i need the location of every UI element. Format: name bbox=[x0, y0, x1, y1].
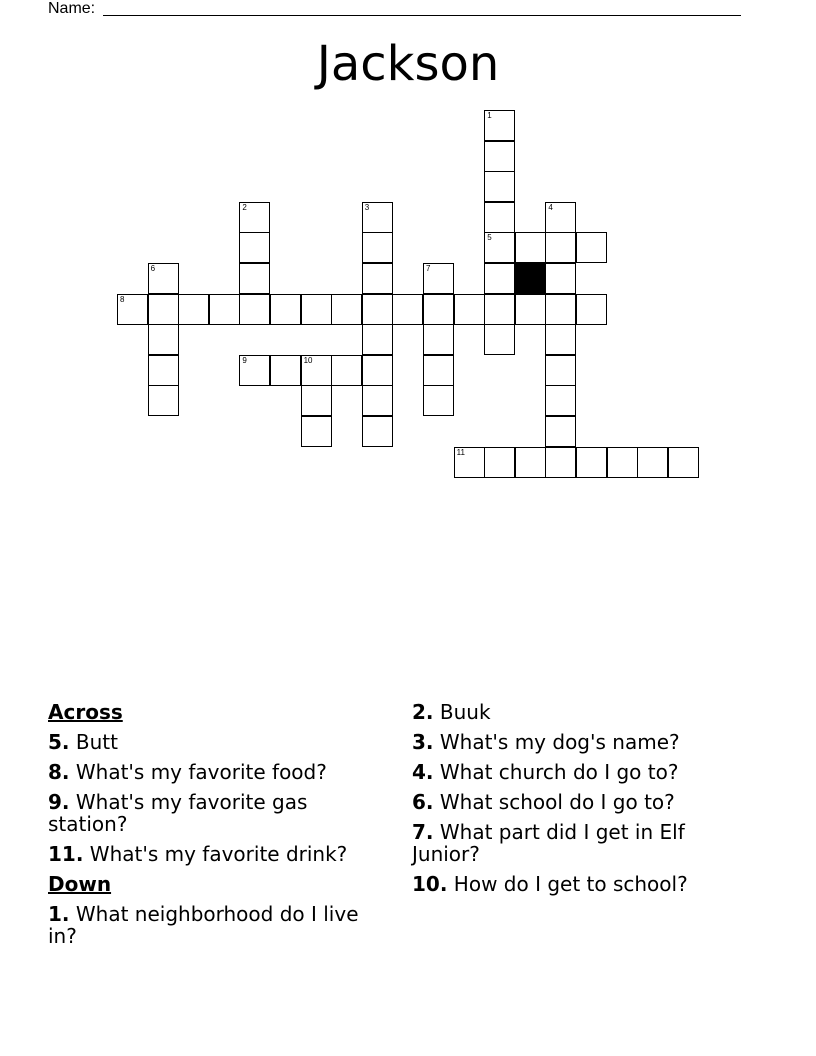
clue-item bbox=[48, 843, 388, 865]
clue-number: 11 bbox=[456, 447, 465, 457]
grid-cell[interactable] bbox=[576, 294, 607, 325]
grid-block-cell bbox=[515, 263, 546, 294]
across-clue-list bbox=[48, 731, 388, 865]
grid-cell[interactable] bbox=[637, 447, 668, 478]
clue-text: What's my dog's name? bbox=[439, 730, 680, 754]
clue-number: 3 bbox=[364, 202, 370, 212]
clue-number-label: 2. bbox=[412, 700, 434, 724]
across-heading: Across bbox=[48, 700, 123, 724]
grid-cell[interactable] bbox=[576, 447, 607, 478]
grid-cell[interactable] bbox=[484, 171, 515, 202]
grid-cell[interactable] bbox=[362, 294, 393, 325]
name-field[interactable] bbox=[48, 0, 748, 20]
clue-item bbox=[48, 731, 388, 753]
clue-item bbox=[412, 701, 742, 723]
grid-cell[interactable] bbox=[454, 294, 485, 325]
clue-item bbox=[48, 791, 388, 835]
grid-cell[interactable] bbox=[331, 355, 362, 386]
grid-cell[interactable] bbox=[148, 324, 179, 355]
grid-cell[interactable] bbox=[515, 232, 546, 263]
clue-text: How do I get to school? bbox=[453, 872, 688, 896]
clue-number-label: 8. bbox=[48, 760, 70, 784]
grid-cell[interactable] bbox=[239, 232, 270, 263]
grid-cell[interactable] bbox=[239, 294, 270, 325]
grid-cell[interactable] bbox=[545, 416, 576, 447]
grid-cell[interactable] bbox=[270, 355, 301, 386]
clue-item bbox=[412, 821, 742, 865]
clue-text: What's my favorite food? bbox=[75, 760, 327, 784]
clue-text: What's my favorite drink? bbox=[89, 842, 348, 866]
grid-cell[interactable] bbox=[484, 324, 515, 355]
grid-cell[interactable] bbox=[668, 447, 699, 478]
grid-cell[interactable] bbox=[545, 232, 576, 263]
grid-cell[interactable] bbox=[545, 294, 576, 325]
grid-cell[interactable] bbox=[362, 202, 393, 233]
clue-text: Buuk bbox=[439, 700, 491, 724]
grid-cell[interactable] bbox=[545, 385, 576, 416]
grid-cell[interactable] bbox=[301, 416, 332, 447]
grid-cell[interactable] bbox=[454, 447, 485, 478]
clue-text: What part did I get in Elf Junior? bbox=[412, 820, 685, 866]
grid-cell[interactable] bbox=[423, 263, 454, 294]
grid-cell[interactable] bbox=[423, 324, 454, 355]
grid-cell[interactable] bbox=[362, 263, 393, 294]
down-clue-list-continued bbox=[412, 701, 742, 895]
grid-cell[interactable] bbox=[148, 263, 179, 294]
clue-number-label: 6. bbox=[412, 790, 434, 814]
grid-cell[interactable] bbox=[484, 263, 515, 294]
clue-number: 6 bbox=[150, 264, 156, 273]
clue-number-label: 4. bbox=[412, 760, 434, 784]
grid-cell[interactable] bbox=[484, 447, 515, 478]
clue-number-label: 3. bbox=[412, 730, 434, 754]
grid-cell[interactable] bbox=[239, 202, 270, 233]
grid-cell[interactable] bbox=[484, 110, 515, 141]
down-clue-list bbox=[48, 903, 388, 947]
grid-cell[interactable] bbox=[545, 355, 576, 386]
grid-cell[interactable] bbox=[484, 141, 515, 172]
clue-item bbox=[412, 761, 742, 783]
grid-cell[interactable] bbox=[362, 324, 393, 355]
clue-number: 4 bbox=[548, 202, 553, 212]
grid-cell[interactable] bbox=[545, 202, 576, 233]
grid-cell[interactable] bbox=[117, 294, 148, 325]
grid-cell[interactable] bbox=[301, 385, 332, 416]
clue-number: 2 bbox=[242, 202, 247, 212]
clue-item bbox=[412, 873, 742, 895]
clue-number-label: 5. bbox=[48, 730, 70, 754]
grid-cell[interactable] bbox=[148, 294, 179, 325]
grid-cell[interactable] bbox=[515, 447, 546, 478]
grid-cell[interactable] bbox=[178, 294, 209, 325]
name-label: Name: bbox=[48, 0, 96, 17]
grid-cell[interactable] bbox=[331, 294, 362, 325]
grid-cell[interactable] bbox=[301, 355, 332, 386]
grid-cell[interactable] bbox=[545, 447, 576, 478]
clue-number-label: 10. bbox=[412, 872, 448, 896]
puzzle-title: Jackson bbox=[316, 36, 500, 92]
grid-cell[interactable] bbox=[148, 355, 179, 386]
clue-number-label: 11. bbox=[48, 842, 84, 866]
grid-cell[interactable] bbox=[484, 232, 515, 263]
grid-cell[interactable] bbox=[270, 294, 301, 325]
grid-cell[interactable] bbox=[545, 263, 576, 294]
name-line[interactable] bbox=[103, 15, 741, 16]
grid-cell[interactable] bbox=[362, 385, 393, 416]
clue-number-label: 9. bbox=[48, 790, 70, 814]
clue-item bbox=[412, 731, 742, 753]
grid-cell[interactable] bbox=[392, 294, 423, 325]
grid-cell[interactable] bbox=[576, 232, 607, 263]
grid-cell[interactable] bbox=[239, 355, 270, 386]
clue-text: What church do I go to? bbox=[439, 760, 679, 784]
grid-cell[interactable] bbox=[515, 294, 546, 325]
clue-number-label: 1. bbox=[48, 902, 70, 926]
grid-cell[interactable] bbox=[423, 385, 454, 416]
clue-number: 7 bbox=[426, 264, 431, 273]
clue-text: What school do I go to? bbox=[439, 790, 675, 814]
clue-number-label: 7. bbox=[412, 820, 434, 844]
grid-cell[interactable] bbox=[545, 324, 576, 355]
down-heading: Down bbox=[48, 872, 112, 896]
clue-number: 5 bbox=[487, 233, 492, 243]
clue-number: 8 bbox=[120, 294, 125, 304]
clues-left-column bbox=[48, 701, 388, 955]
grid-cell[interactable] bbox=[607, 447, 638, 478]
grid-cell[interactable] bbox=[362, 355, 393, 386]
clue-item bbox=[48, 903, 388, 947]
clue-item bbox=[48, 761, 388, 783]
grid-cell[interactable] bbox=[484, 202, 515, 233]
grid-cell[interactable] bbox=[423, 294, 454, 325]
grid-cell[interactable] bbox=[301, 294, 332, 325]
grid-cell[interactable] bbox=[362, 232, 393, 263]
grid-cell[interactable] bbox=[148, 385, 179, 416]
grid-cell[interactable] bbox=[423, 355, 454, 386]
clue-number: 9 bbox=[242, 355, 247, 365]
grid-cell[interactable] bbox=[362, 416, 393, 447]
clue-text: What's my favorite gas station? bbox=[48, 790, 308, 836]
clue-number: 1 bbox=[487, 111, 492, 120]
grid-cell[interactable] bbox=[484, 294, 515, 325]
grid-cell[interactable] bbox=[209, 294, 240, 325]
clues-right-column bbox=[412, 701, 742, 903]
clue-item bbox=[412, 791, 742, 813]
clue-text: What neighborhood do I live in? bbox=[48, 902, 359, 948]
clue-number: 10 bbox=[303, 355, 313, 365]
grid-cell[interactable] bbox=[239, 263, 270, 294]
clue-text: Butt bbox=[75, 730, 118, 754]
